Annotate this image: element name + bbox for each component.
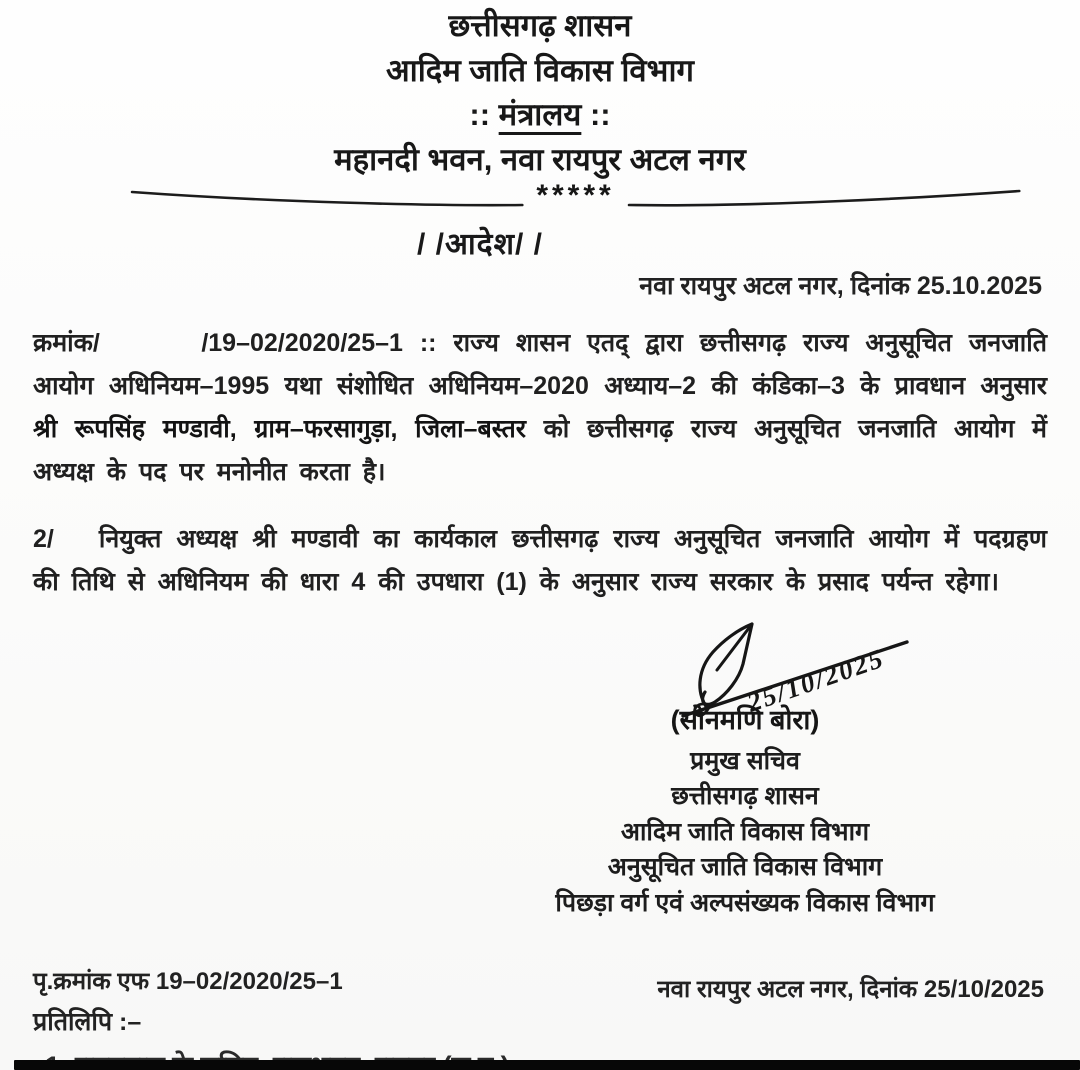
- signatory-dept-3: पिछड़ा वर्ग एवं अल्पसंख्यक विकास विभाग: [555, 888, 935, 917]
- endorsement-number: पृ.क्रमांक एफ 19–02/2020/25–1: [33, 968, 343, 995]
- letterhead: [0, 4, 1080, 182]
- signatory-block: [420, 703, 1070, 921]
- colon-right: ::: [589, 97, 611, 132]
- para1-suffix: को छत्तीसगढ़ राज्य अनुसूचित जनजाति आयोग में अध्यक्ष के पद पर मनोनीत करता है।: [33, 415, 1048, 486]
- appointee-name-bold: श्री रूपसिंह मण्डावी, ग्राम–फरसागुड़ा, जिला–बस्तर: [33, 415, 526, 443]
- signatory-govt: छत्तीसगढ़ शासन: [671, 782, 819, 810]
- address-line: महानदी भवन, नवा रायपुर अटल नगर: [334, 141, 746, 177]
- divider-stars: *****: [536, 179, 615, 212]
- divider-line-right: [627, 185, 1023, 211]
- colon-left: ::: [469, 97, 491, 132]
- signatory-dept-1: आदिम जाति विकास विभाग: [620, 817, 870, 846]
- copy-to-label: प्रतिलिपि :–: [33, 1008, 142, 1036]
- department-name: आदिम जाति विकास विभाग: [386, 52, 694, 88]
- order-paragraph-1: [33, 322, 1047, 494]
- endorsement-row: [33, 964, 1044, 1005]
- government-name: छत्तीसगढ़ शासन: [448, 8, 632, 43]
- place-date-bottom: नवा रायपुर अटल नगर, दिनांक 25/10/2025: [657, 976, 1044, 1003]
- handwritten-date: 25/10/2025: [743, 642, 889, 718]
- header-divider: [128, 180, 1023, 216]
- place-date-top: नवा रायपुर अटल नगर, दिनांक 25.10.2025: [639, 272, 1042, 300]
- signatory-designation: प्रमुख सचिव: [690, 746, 800, 775]
- scan-artifact-bar: [14, 1060, 1080, 1070]
- divider-line-left: [128, 185, 524, 211]
- para1-prefix: क्रमांक/ /19–02/2020/25–1 :: राज्य शासन एतद् द्वारा छत्तीसगढ़ राज्य अनुसूचित जनजाति आयोग अधिनियम–1995 यथा संशोधित अधिनियम–2020 अध्याय–2 की कंडिका–3 के प्रावधान अनुसार: [33, 329, 1047, 400]
- mantralaya-line: [0, 93, 1080, 138]
- order-paragraph-2: 2/ नियुक्त अध्यक्ष श्री मण्डावी का कार्यकाल छत्तीसगढ़ राज्य अनुसूचित जनजाति आयोग में पदग्रहण की तिथि से अधिनियम की धारा 4 की उपधारा (1) के अनुसार राज्य सरकार के प्रसाद पर्यन्त रहेगा।: [33, 525, 1047, 596]
- order-title: / /आदेश/ /: [417, 228, 543, 261]
- signatory-name: (सोनमणि बोरा): [670, 705, 820, 735]
- mantralaya-word: मंत्रालय: [498, 97, 582, 132]
- signatory-dept-2: अनुसूचित जाति विकास विभाग: [607, 853, 883, 881]
